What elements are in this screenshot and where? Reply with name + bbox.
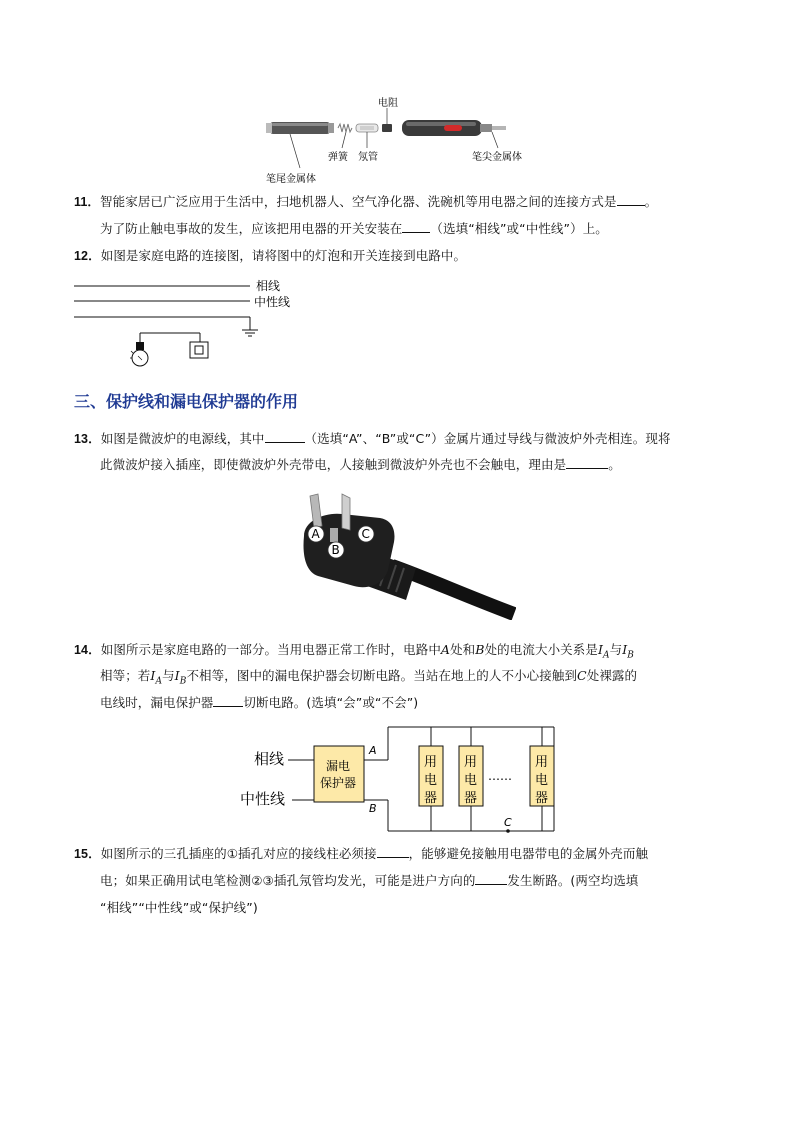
- pin-label-b: [328, 542, 344, 558]
- q15-blank2[interactable]: [475, 872, 507, 885]
- svg-text:器: 器: [535, 791, 549, 806]
- q11-blank2[interactable]: [402, 220, 430, 233]
- pin-label-c: [358, 526, 374, 542]
- q13-line1: [74, 430, 671, 448]
- q11-text2a: 为了防止触电事故的发生，应该把用电器的开关安装在: [100, 221, 403, 236]
- q13-text1b: （选填“A”、“B”或“C”）金属片通过导线与微波炉外壳相连。现将: [304, 431, 671, 446]
- q14-live-label: 相线: [254, 750, 285, 768]
- q14-and1: 与: [609, 642, 623, 657]
- q14-text3b: 切断电路。(选填“会”或“不会”): [243, 695, 419, 710]
- q14-point-a: A: [440, 642, 451, 657]
- ground-symbol: [242, 317, 258, 336]
- q15-text1b: ，能够避免接触用电器带电的金属外壳而触: [408, 846, 649, 861]
- spring-part: [338, 124, 352, 132]
- svg-text:保护器: 保护器: [320, 776, 357, 790]
- svg-text:电: 电: [424, 773, 438, 788]
- appliance-1: [419, 727, 443, 831]
- appliance-2: [459, 727, 483, 831]
- q14-ib-symbol: I: [622, 642, 628, 657]
- q15-blank1[interactable]: [377, 845, 409, 858]
- q13-plug-figure: [296, 490, 516, 620]
- q11-number: 11．: [74, 195, 101, 209]
- q14-ia2-sub: A: [155, 676, 163, 687]
- svg-text:用: 用: [535, 755, 549, 770]
- q14-circuit-figure: [236, 724, 560, 836]
- q12-line1: [74, 247, 466, 265]
- q11-blank1[interactable]: [617, 193, 645, 206]
- q15-text3: “相线”“中性线”或“保护线”): [100, 900, 258, 915]
- q13-end2: 。: [608, 457, 621, 472]
- point-c-dot: [506, 829, 510, 833]
- q15-number: 15．: [74, 847, 101, 861]
- q14-label-a: A: [369, 744, 377, 757]
- q14-and2: 与: [162, 668, 175, 683]
- q11-line1: [74, 193, 657, 211]
- q14-text3a: 电线时，漏电保护器: [100, 695, 214, 710]
- svg-text:漏电: 漏电: [326, 759, 351, 773]
- svg-text:电: 电: [535, 773, 549, 788]
- q12-text: 如图是家庭电路的连接图，请将图中的灯泡和开关连接到电路中。: [100, 248, 467, 263]
- section-title: 三、保护线和漏电保护器的作用: [74, 392, 299, 411]
- q14-point-c: C: [577, 668, 587, 683]
- q13-number: 13．: [74, 432, 101, 446]
- svg-text:C: C: [361, 527, 370, 541]
- q13-line2: [100, 456, 621, 474]
- q15-text1a: 如图所示的三孔插座的①插孔对应的接线柱必须接: [100, 846, 377, 861]
- q14-blank[interactable]: [213, 694, 243, 707]
- q11-end1: 。: [644, 194, 658, 209]
- pen-tail-part: [266, 122, 334, 134]
- neon-tube-part: [356, 124, 378, 132]
- q15-text2a: 电；如果正确用试电笔检测②③插孔氖管均发光，可能是进户方向的: [100, 873, 476, 888]
- resistor-part: [382, 124, 392, 132]
- q15-line3: [100, 899, 258, 917]
- q14-ia-symbol: I: [597, 642, 604, 657]
- q14-line2: [100, 667, 637, 691]
- q14-number: 14．: [74, 643, 101, 657]
- svg-text:B: B: [331, 543, 340, 557]
- q14-label-c: C: [504, 816, 512, 829]
- q11-text2b: （选填“相线”或“中性线”）上。: [430, 221, 608, 236]
- q13-text2a: 此微波炉接入插座，即使微波炉外壳带电，人接触到微波炉外壳也不会触电，理由是: [100, 457, 567, 472]
- q13-blank1[interactable]: [265, 430, 305, 443]
- label-tail: 笔尾金属体: [266, 174, 316, 185]
- appliance-3: [530, 727, 554, 831]
- q14-text1a: 如图所示是家庭电路的一部分。当用电器正常工作时，电路中: [100, 642, 441, 657]
- pin-label-a: [308, 526, 324, 542]
- q14-ib2-symbol: I: [174, 668, 180, 683]
- q13-text1a: 如图是微波炉的电源线，其中: [100, 431, 265, 446]
- q13-blank2[interactable]: [566, 456, 608, 469]
- q15-line1: [74, 845, 648, 863]
- q15-line2: [100, 872, 638, 890]
- q14-ib-sub: B: [627, 650, 634, 661]
- svg-text:器: 器: [464, 791, 478, 806]
- label-tip: 笔尖金属体: [472, 152, 522, 163]
- q11-line2: [100, 220, 608, 238]
- label-spring: 弹簧: [328, 152, 348, 163]
- label-neon: 氖管: [358, 152, 378, 163]
- svg-text:器: 器: [424, 791, 438, 806]
- q14-ia2-symbol: I: [150, 668, 156, 683]
- svg-text:A: A: [311, 527, 320, 541]
- svg-text:用: 用: [424, 755, 438, 770]
- svg-text:电: 电: [464, 773, 478, 788]
- q14-ib2-sub: B: [179, 676, 187, 687]
- q14-ellipsis: ……: [488, 769, 512, 783]
- switch-icon[interactable]: [190, 333, 208, 358]
- q14-text2a: 相等；若: [100, 668, 151, 683]
- q15-text2b: 发生断路。(两空均选填: [507, 873, 639, 888]
- q12-neutral-label: 中性线: [254, 295, 291, 309]
- q14-text1c: 处的电流大小关系是: [484, 642, 598, 657]
- q14-line1: [74, 641, 634, 665]
- q14-label-b: B: [369, 802, 377, 815]
- pen-tip-part: [402, 120, 506, 136]
- q14-text2b: 不相等，图中的漏电保护器会切断电路。当站在地上的人不小心接触到: [186, 668, 578, 683]
- q14-ia-sub: A: [603, 650, 610, 661]
- leakage-protector: [314, 746, 364, 802]
- q11-text1: 智能家居已广泛应用于生活中，扫地机器人、空气净化器、洗碗机等用电器之间的连接方式是: [100, 194, 617, 209]
- label-resistor: 电阻: [378, 98, 398, 109]
- q14-neutral-label: 中性线: [240, 790, 286, 808]
- q12-live-label: 相线: [256, 279, 281, 293]
- q14-line3: [100, 694, 418, 712]
- q12-number: 12．: [74, 249, 101, 263]
- q14-text1b: 处和: [450, 642, 476, 657]
- test-pen-figure: [260, 92, 540, 188]
- q14-text2c: 处裸露的: [586, 668, 638, 683]
- q14-point-b: B: [475, 642, 485, 657]
- q12-circuit-figure: [70, 276, 310, 376]
- svg-text:用: 用: [464, 755, 478, 770]
